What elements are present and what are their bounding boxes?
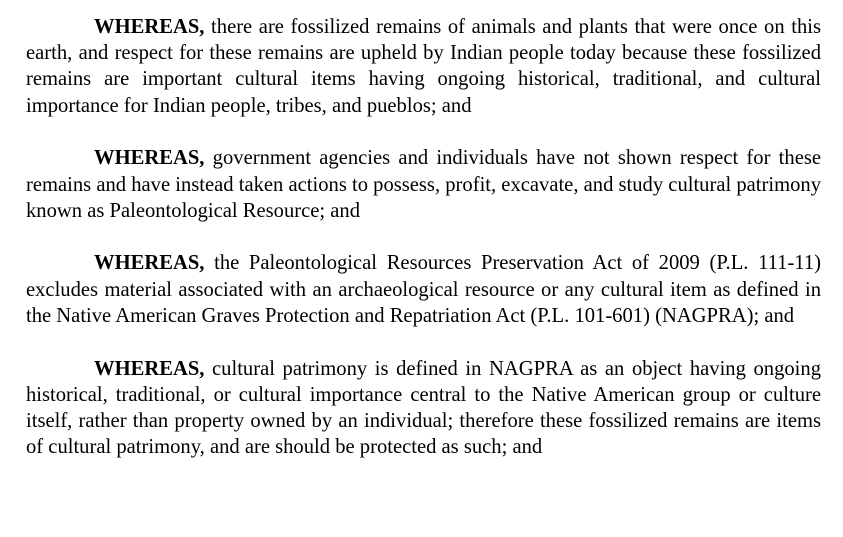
paragraph-lead: WHEREAS,	[94, 252, 205, 275]
paragraph-lead: WHEREAS,	[94, 357, 205, 380]
whereas-paragraph-4	[26, 356, 821, 461]
whereas-paragraph-1	[26, 14, 821, 119]
whereas-paragraph-3	[26, 250, 821, 329]
paragraph-text: cultural patrimony is defined in NAGPRA as an object having ongoing historical, traditional, or cultural importance central to the Native American group or culture itself, rather than property owned by an individual; therefore these fossilized remains are items of cultural patrimony, and are should be protected as such; and	[26, 357, 821, 459]
paragraph-text: government agencies and individuals have not shown respect for these remains and have instead taken actions to possess, profit, excavate, and study cultural patrimony known as Paleontological Resource; and	[26, 147, 821, 222]
paragraph-text: the Paleontological Resources Preservation Act of 2009 (P.L. 111-11) excludes material associated with an archaeological resource or any cultural item as defined in the Native American Graves Protection and Repatriation Act (P.L. 101-601) (NAGPRA); and	[26, 252, 821, 327]
paragraph-lead: WHEREAS,	[94, 16, 205, 38]
whereas-paragraph-2	[26, 145, 821, 224]
paragraph-text: there are fossilized remains of animals and plants that were once on this earth, and respect for these remains are upheld by Indian people today because these fossilized remains are important cultural items having ongoing historical, traditional, and cultural importance for Indian people, tribes, and pueblos; and	[26, 16, 821, 117]
paragraph-lead: WHEREAS,	[94, 147, 205, 170]
